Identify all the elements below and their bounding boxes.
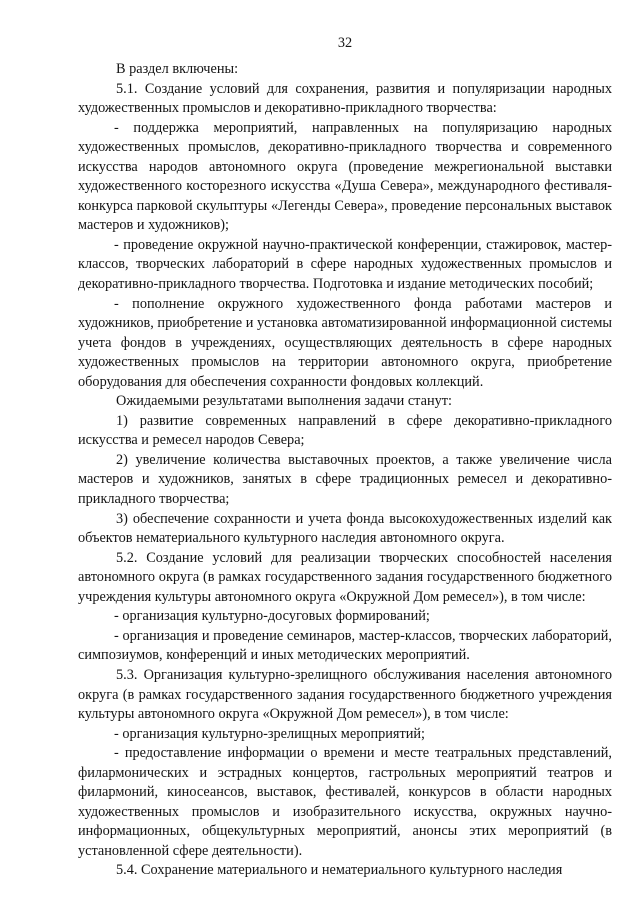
section-5-4-heading: 5.4. Сохранение материального и нематериального культурного наследия: [116, 862, 563, 879]
list-item: - предоставление информации о времени и месте театральных представлений, филармонических и эстрадных концертов, гастрольных мероприятий театров и филармоний, киносеансов, выставок, фестивалей, конкурсов в области народных художественных промыслов и изобразительного искусства, окружных научно-информационных, общекультурных мероприятий, анонсы этих мероприятий (в установленной сфере деятельности).: [78, 745, 612, 859]
section-5-2-heading: 5.2. Создание условий для реализации творческих способностей населения автономного округа (в рамках государственного задания государственного бюджетного учреждения культуры автономного округа «Окружной Дом ремесел»), в том числе:: [78, 549, 612, 605]
result-item: 3) обеспечение сохранности и учета фонда высокохудожественных изделий как объектов нематериального культурного наследия автономного округа.: [78, 510, 612, 547]
list-item: - поддержка мероприятий, направленных на популяризацию народных художественных промыслов, декоративно-прикладного творчества и современного искусства народов автономного округа (проведение межрегиональной выставки художественного косторезного искусства «Душа Севера», международного фестиваля-конкурса парковой скульптуры «Легенды Севера», проведение персональных выставок мастеров и художников);: [78, 119, 612, 234]
list-item: - проведение окружной научно-практической конференции, стажировок, мастер-классов, творческих лабораторий в сфере народных художественных промыслов и декоративно-прикладного творчества. Подготовка и издание методических пособий;: [78, 236, 612, 293]
list-item: - организация культурно-досуговых формирований;: [114, 608, 430, 625]
section-5-1-heading: 5.1. Создание условий для сохранения, развития и популяризации народных художественных промыслов и декоративно-прикладного творчества:: [78, 80, 612, 117]
list-item: - организация и проведение семинаров, мастер-классов, творческих лабораторий, симпозиумов, конференций и иных методических мероприятий.: [78, 627, 612, 664]
document-page: [78, 0, 612, 905]
list-item: - пополнение окружного художественного фонда работами мастеров и художников, приобретение и установка автоматизированной информационной системы учета фондов в учреждениях, осуществляющих деятельность в сфере народных художественных промыслов на территории автономного округа, приобретение оборудования для обеспечения сохранности фондовых коллекций.: [78, 295, 612, 390]
paragraph-intro: В раздел включены:: [116, 61, 239, 77]
list-item: - организация культурно-зрелищных мероприятий;: [114, 725, 426, 742]
document-body: [78, 60, 612, 881]
result-item: 2) увеличение количества выставочных проектов, а также увеличение числа мастеров и художников, занятых в сфере традиционных ремесел и декоративно-прикладного творчества;: [78, 451, 612, 508]
expected-results-heading: Ожидаемыми результатами выполнения задачи станут:: [116, 393, 452, 410]
result-item: 1) развитие современных направлений в сфере декоративно-прикладного искусства и ремесел народов Севера;: [78, 412, 612, 449]
page-number: 32: [337, 35, 353, 51]
section-5-3-heading: 5.3. Организация культурно-зрелищного обслуживания населения автономного округа (в рамках государственного задания государственного бюджетного учреждения культуры автономного округа «Окружной Дом ремесел»), в том числе:: [78, 666, 612, 723]
